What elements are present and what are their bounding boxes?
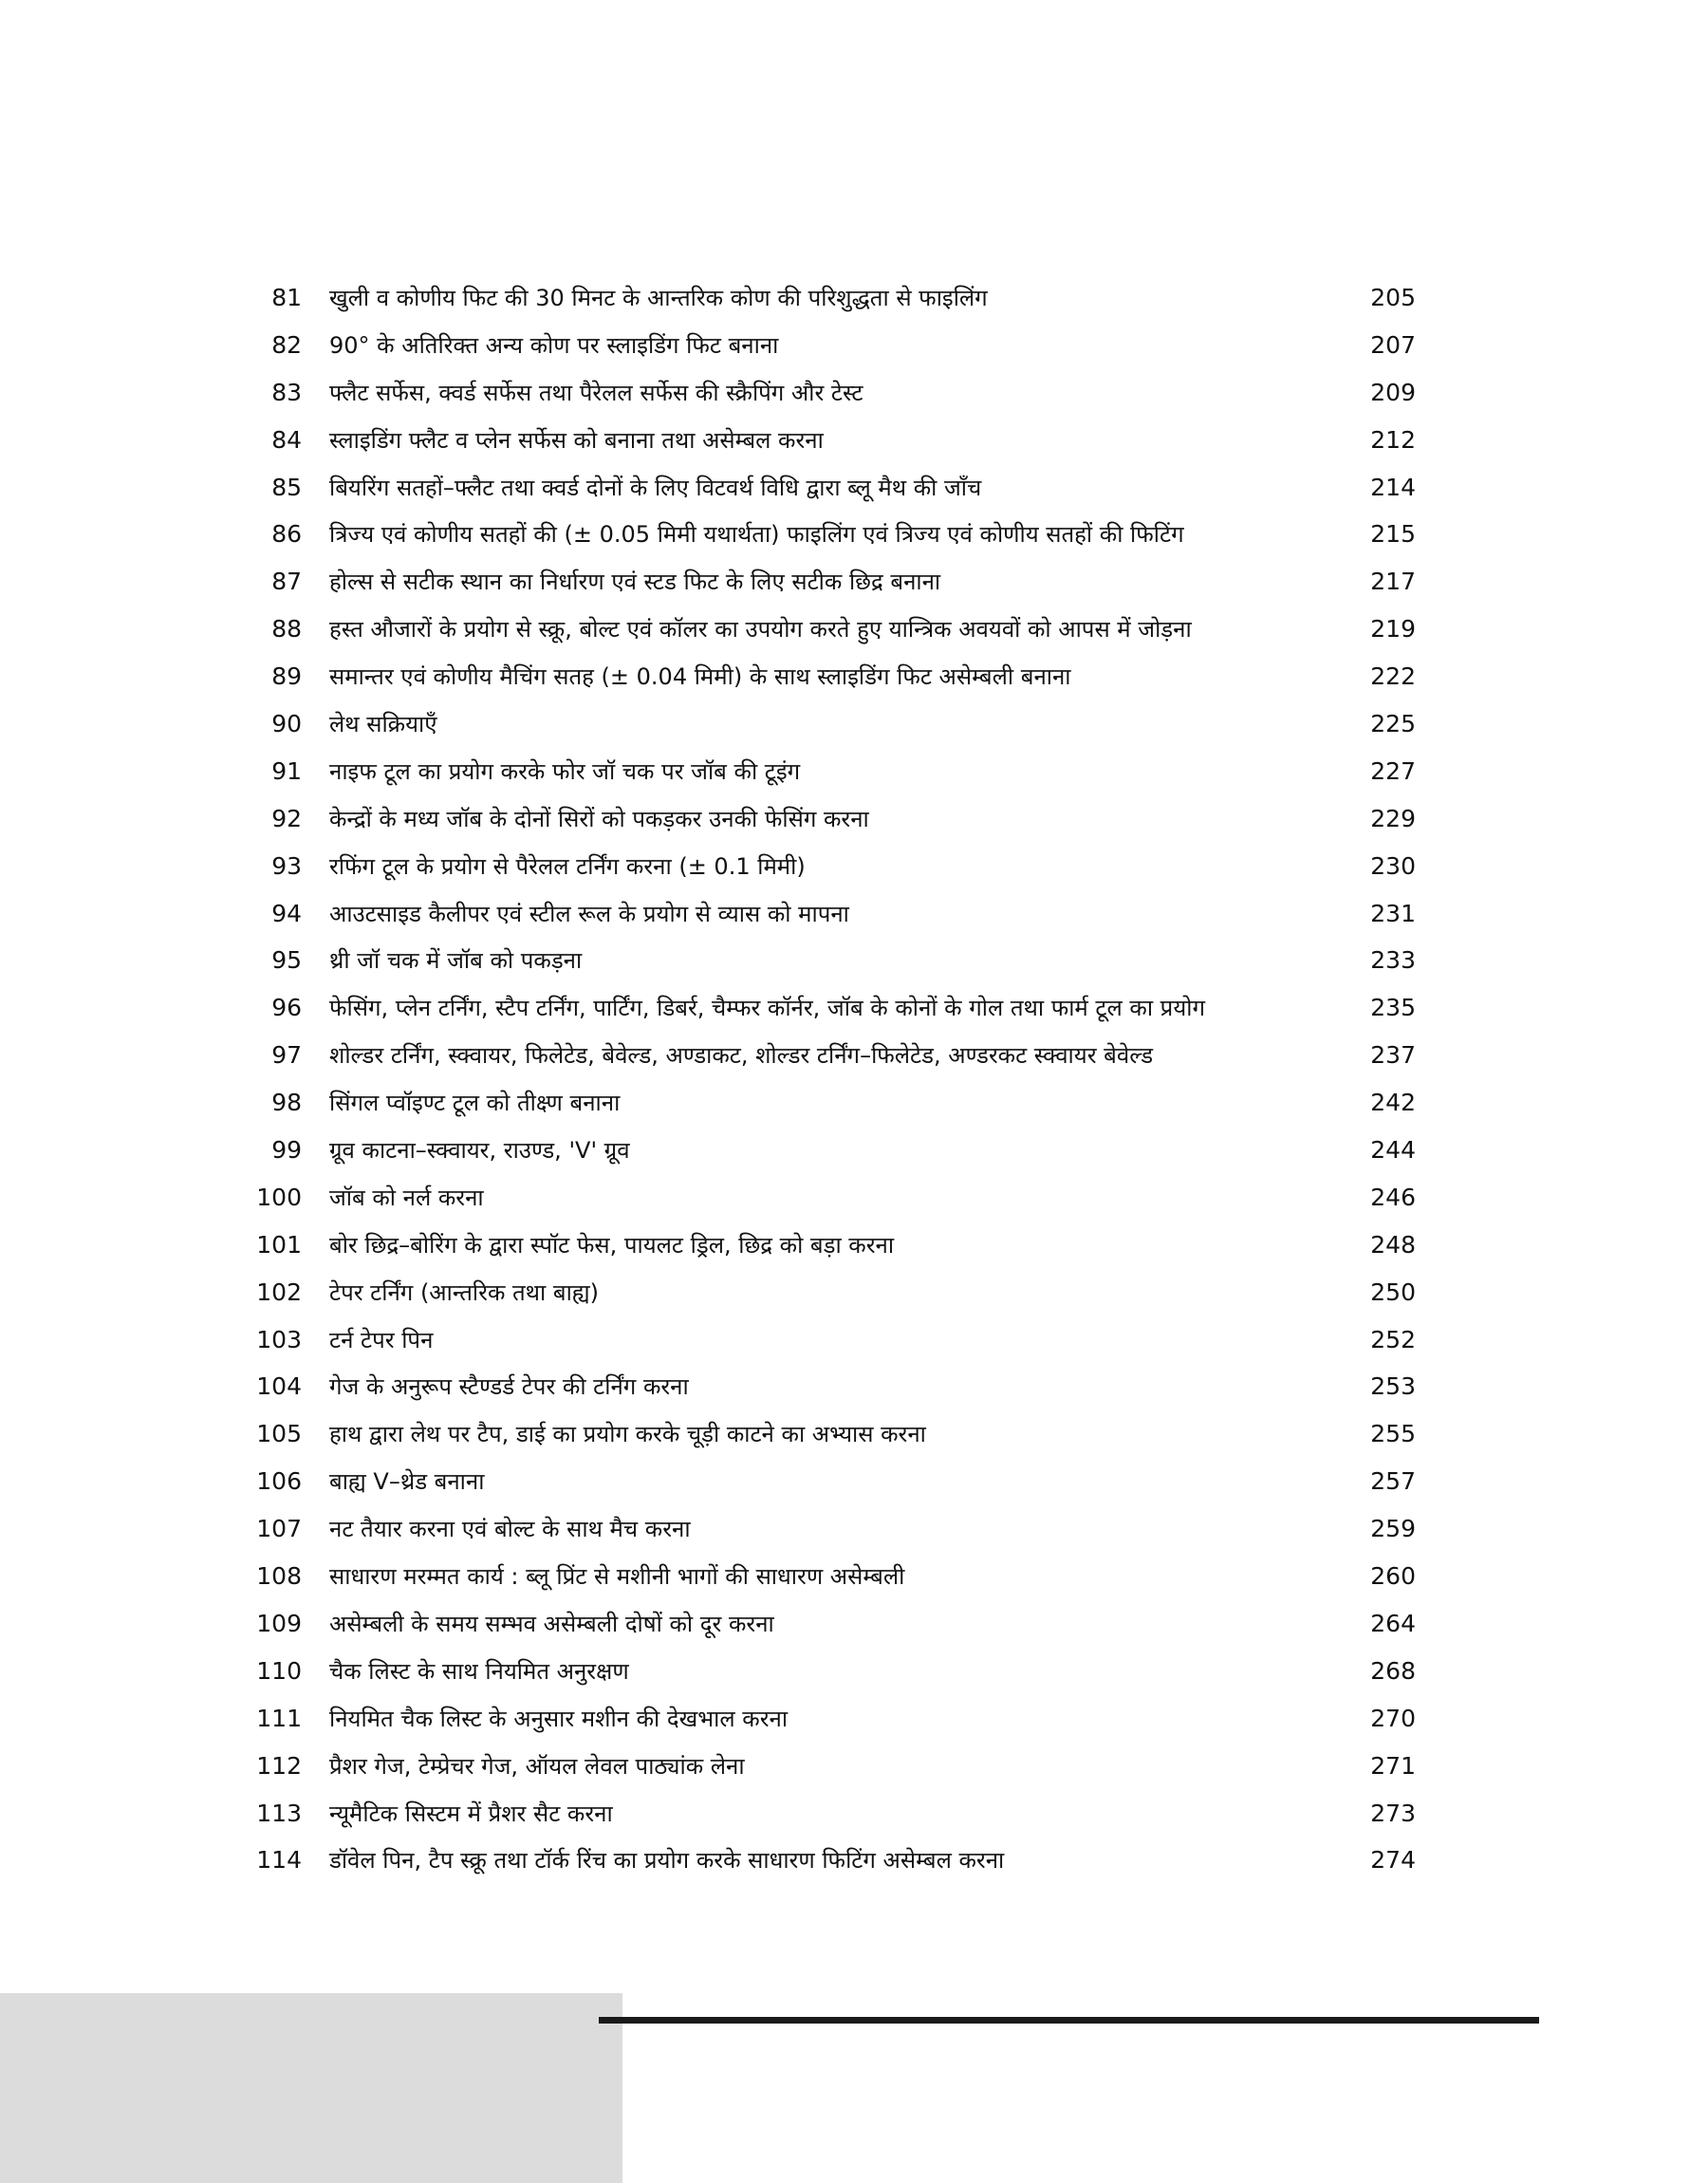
- toc-entry-title: हाथ द्वारा लेथ पर टैप, डाई का प्रयोग करके चूड़ी काटने का अभ्यास करना: [329, 1421, 926, 1448]
- toc-entry-number: 113: [256, 1799, 302, 1827]
- toc-entry: [0, 558, 1708, 606]
- toc-entry-page: 259: [1370, 1515, 1416, 1543]
- toc-entry: [0, 653, 1708, 700]
- toc-entry-number: 91: [271, 756, 302, 785]
- toc-entry-page: 235: [1370, 994, 1416, 1022]
- toc-entry: [0, 700, 1708, 748]
- toc-entry-title: टेपर टर्निंग (आन्तरिक तथा बाह्य): [329, 1278, 600, 1306]
- toc-entry: [0, 274, 1708, 322]
- toc-entry-title: जॉब को नर्ल करना: [329, 1184, 484, 1211]
- toc-entry-page: 229: [1370, 804, 1416, 832]
- toc-entry: [0, 511, 1708, 558]
- toc-entry-number: 89: [271, 662, 302, 691]
- toc-entry-number: 88: [271, 615, 302, 644]
- toc-entry-page: 215: [1370, 520, 1416, 549]
- toc-entry-title: लेथ सक्रियाएँ: [329, 711, 437, 738]
- toc-entry-number: 81: [271, 284, 302, 311]
- toc-entry-page: 274: [1370, 1846, 1416, 1875]
- toc-entry-title: त्रिज्य एवं कोणीय सतहों की (± 0.05 मिमी यथार्थता) फाइलिंग एवं त्रिज्य एवं कोणीय सतहों की फिटिंग: [329, 521, 1184, 549]
- toc-entry-page: 248: [1370, 1230, 1416, 1259]
- toc-entry-page: 214: [1370, 473, 1416, 501]
- toc-entry: [0, 1032, 1708, 1079]
- toc-entry: [0, 1316, 1708, 1364]
- toc-entry-number: 82: [271, 330, 302, 359]
- toc-entry: [0, 1600, 1708, 1648]
- toc-entry: [0, 1505, 1708, 1553]
- toc-entry: [0, 1648, 1708, 1695]
- toc-entry-title: फ्लैट सर्फेस, क्वर्ड सर्फेस तथा पैरेलल सर्फेस की स्क्रैपिंग और टेस्ट: [329, 379, 863, 406]
- toc-entry-number: 97: [271, 1041, 302, 1070]
- toc-entry-title: नाइफ टूल का प्रयोग करके फोर जॉ चक पर जॉब की टूइंग: [329, 757, 801, 785]
- toc-entry: [0, 937, 1708, 984]
- toc-entry-page: 255: [1370, 1420, 1416, 1448]
- toc-entry-title: प्रैशर गेज, टेम्प्रेचर गेज, ऑयल लेवल पाठ्यांक लेना: [329, 1752, 745, 1780]
- toc-entry-number: 104: [256, 1372, 302, 1401]
- toc-entry: [0, 1127, 1708, 1174]
- toc-entry-page: 252: [1370, 1325, 1416, 1353]
- toc-entry-title: थ्री जॉ चक में जॉब को पकड़ना: [329, 947, 583, 975]
- toc-entry-number: 103: [256, 1325, 302, 1353]
- toc-entry: [0, 1079, 1708, 1127]
- toc-entry-title: डॉवेल पिन, टैप स्क्रू तथा टॉर्क रिंच का प्रयोग करके साधारण फिटिंग असेम्बल करना: [329, 1847, 1005, 1875]
- toc-entry: [0, 1695, 1708, 1743]
- toc-entry-number: 94: [271, 899, 302, 927]
- toc-entry-number: 92: [271, 804, 302, 832]
- toc-entry-page: 246: [1370, 1183, 1416, 1211]
- toc-entry-title: होल्स से सटीक स्थान का निर्धारण एवं स्टड फिट के लिए सटीक छिद्र बनाना: [329, 569, 941, 596]
- toc-entry-page: 217: [1370, 568, 1416, 596]
- toc-entry-title: 90° के अतिरिक्त अन्य कोण पर स्लाइडिंग फिट बनाना: [329, 331, 779, 359]
- toc-entry-page: 219: [1370, 615, 1416, 644]
- toc-entry-page: 268: [1370, 1656, 1416, 1685]
- toc-entry-number: 101: [256, 1230, 302, 1259]
- toc-entry-number: 100: [256, 1183, 302, 1211]
- toc-entry-number: 105: [256, 1420, 302, 1448]
- toc-entry-page: 209: [1370, 378, 1416, 406]
- toc-entry: [0, 1410, 1708, 1458]
- toc-entry-title: आउटसाइड कैलीपर एवं स्टील रूल के प्रयोग से व्यास को मापना: [329, 900, 849, 927]
- toc-entry-title: बोर छिद्र–बोरिंग के द्वारा स्पॉट फेस, पायलट ड्रिल, छिद्र को बड़ा करना: [329, 1231, 895, 1259]
- toc-entry-number: 84: [271, 425, 302, 454]
- toc-entry-number: 96: [271, 994, 302, 1022]
- toc-entry-title: साधारण मरम्मत कार्य : ब्लू प्रिंट से मशीनी भागों की साधारण असेम्बली: [329, 1563, 905, 1591]
- toc-entry-page: 230: [1370, 851, 1416, 880]
- toc-entry-number: 107: [256, 1515, 302, 1543]
- toc-entry-title: चैक लिस्ट के साथ नियमित अनुरक्षण: [329, 1657, 629, 1685]
- toc-entry: [0, 417, 1708, 464]
- toc-entry: [0, 1837, 1708, 1884]
- toc-entry-page: 225: [1370, 710, 1416, 738]
- toc-entry-number: 85: [271, 473, 302, 501]
- toc-entry-page: 237: [1370, 1041, 1416, 1070]
- toc-entry: [0, 1790, 1708, 1838]
- toc-entry-page: 231: [1370, 899, 1416, 927]
- toc-entry-title: नट तैयार करना एवं बोल्ट के साथ मैच करना: [329, 1516, 691, 1543]
- toc-entry-title: सिंगल प्वॉइण्ट टूल को तीक्ष्ण बनाना: [329, 1090, 621, 1117]
- toc-entry: [0, 890, 1708, 938]
- toc-entry-page: 233: [1370, 946, 1416, 975]
- toc-entry: [0, 1222, 1708, 1269]
- toc-entry: [0, 748, 1708, 795]
- toc-entry-number: 87: [271, 568, 302, 596]
- toc-entry-number: 102: [256, 1278, 302, 1306]
- toc-entry-title: केन्द्रों के मध्य जॉब के दोनों सिरों को पकड़कर उनकी फेसिंग करना: [329, 805, 869, 832]
- toc-entry-page: 222: [1370, 662, 1416, 691]
- toc-entry-title: असेम्बली के समय सम्भव असेम्बली दोषों को दूर करना: [329, 1610, 774, 1637]
- toc-entry-page: 273: [1370, 1799, 1416, 1827]
- toc-entry-page: 242: [1370, 1089, 1416, 1117]
- toc-entry: [0, 606, 1708, 653]
- toc-entry-title: न्यूमैटिक सिस्टम में प्रैशर सैट करना: [329, 1800, 613, 1827]
- toc-entry-number: 93: [271, 851, 302, 880]
- toc-entry-page: 264: [1370, 1609, 1416, 1637]
- toc-entry-title: स्लाइडिंग फ्लैट व प्लेन सर्फेस को बनाना तथा असेम्बल करना: [329, 426, 824, 454]
- toc-entry-number: 114: [256, 1846, 302, 1875]
- toc-entry-title: रफिंग टूल के प्रयोग से पैरेलल टर्निंग करना (± 0.1 मिमी): [329, 852, 806, 880]
- toc-entry-number: 83: [271, 378, 302, 406]
- toc-entry-title: फेसिंग, प्लेन टर्निंग, स्टैप टर्निंग, पार्टिंग, डिबर्र, चैम्फर कॉर्नर, जॉब के कोनों के गोल तथा फार्म टूल का प्रयोग: [329, 995, 1205, 1022]
- toc-entry-number: 95: [271, 946, 302, 975]
- toc-entry: [0, 1174, 1708, 1222]
- toc-entry-page: 257: [1370, 1467, 1416, 1496]
- toc-entry-number: 86: [271, 520, 302, 549]
- toc-entry-number: 99: [271, 1136, 302, 1165]
- toc-entry-page: 205: [1370, 284, 1416, 311]
- toc-entry: [0, 1458, 1708, 1505]
- table-of-contents: [0, 274, 1708, 1884]
- toc-entry-page: 244: [1370, 1136, 1416, 1165]
- toc-entry-number: 98: [271, 1089, 302, 1117]
- toc-entry-title: बियरिंग सतहों–फ्लैट तथा क्वर्ड दोनों के लिए विटवर्थ विधि द्वारा ब्लू मैथ की जाँच: [329, 474, 982, 501]
- toc-entry-number: 106: [256, 1467, 302, 1496]
- toc-entry: [0, 369, 1708, 417]
- toc-entry-title: गेज के अनुरूप स्टैण्डर्ड टेपर की टर्निंग करना: [329, 1373, 689, 1401]
- toc-entry-title: बाह्य V–थ्रेड बनाना: [329, 1468, 485, 1496]
- toc-entry: [0, 1363, 1708, 1410]
- toc-entry-title: खुली व कोणीय फिट की 30 मिनट के आन्तरिक कोण की परिशुद्धता से फाइलिंग: [329, 285, 988, 311]
- toc-entry-number: 111: [256, 1704, 302, 1732]
- toc-entry-page: 253: [1370, 1372, 1416, 1401]
- toc-entry-number: 110: [256, 1656, 302, 1685]
- toc-entry-page: 270: [1370, 1704, 1416, 1732]
- toc-entry: [0, 1743, 1708, 1790]
- toc-entry-number: 90: [271, 710, 302, 738]
- toc-entry-number: 108: [256, 1562, 302, 1591]
- toc-entry: [0, 322, 1708, 369]
- toc-entry-title: टर्न टेपर पिन: [329, 1326, 434, 1353]
- toc-entry-page: 271: [1370, 1751, 1416, 1780]
- toc-entry-title: शोल्डर टर्निंग, स्क्वायर, फिलेटेड, बेवेल्ड, अण्डाकट, शोल्डर टर्निंग–फिलेटेड, अण्डरकट स्क्वायर बेवेल्ड: [329, 1042, 1154, 1070]
- toc-entry: [0, 464, 1708, 512]
- toc-entry: [0, 984, 1708, 1032]
- toc-entry-title: हस्त औजारों के प्रयोग से स्क्रू, बोल्ट एवं कॉलर का उपयोग करते हुए यान्त्रिक अवयवों को आपस में जोड़ना: [329, 616, 1192, 644]
- toc-entry: [0, 795, 1708, 843]
- toc-entry: [0, 1269, 1708, 1316]
- toc-entry: [0, 843, 1708, 890]
- toc-entry-page: 212: [1370, 425, 1416, 454]
- toc-entry-title: नियमित चैक लिस्ट के अनुसार मशीन की देखभाल करना: [329, 1705, 789, 1732]
- toc-entry-page: 227: [1370, 756, 1416, 785]
- toc-entry-title: ग्रूव काटना–स्क्वायर, राउण्ड, 'V' ग्रूव: [329, 1137, 630, 1165]
- footer-rule: [599, 2017, 1539, 2024]
- toc-entry-title: समान्तर एवं कोणीय मैचिंग सतह (± 0.04 मिमी) के साथ स्लाइडिंग फिट असेम्बली बनाना: [329, 663, 1071, 691]
- toc-entry-number: 109: [256, 1609, 302, 1637]
- toc-entry-page: 207: [1370, 330, 1416, 359]
- toc-entry-number: 112: [256, 1751, 302, 1780]
- footer-gray-block: [0, 1993, 622, 2183]
- toc-entry: [0, 1553, 1708, 1600]
- toc-entry-page: 260: [1370, 1562, 1416, 1591]
- toc-entry-page: 250: [1370, 1278, 1416, 1306]
